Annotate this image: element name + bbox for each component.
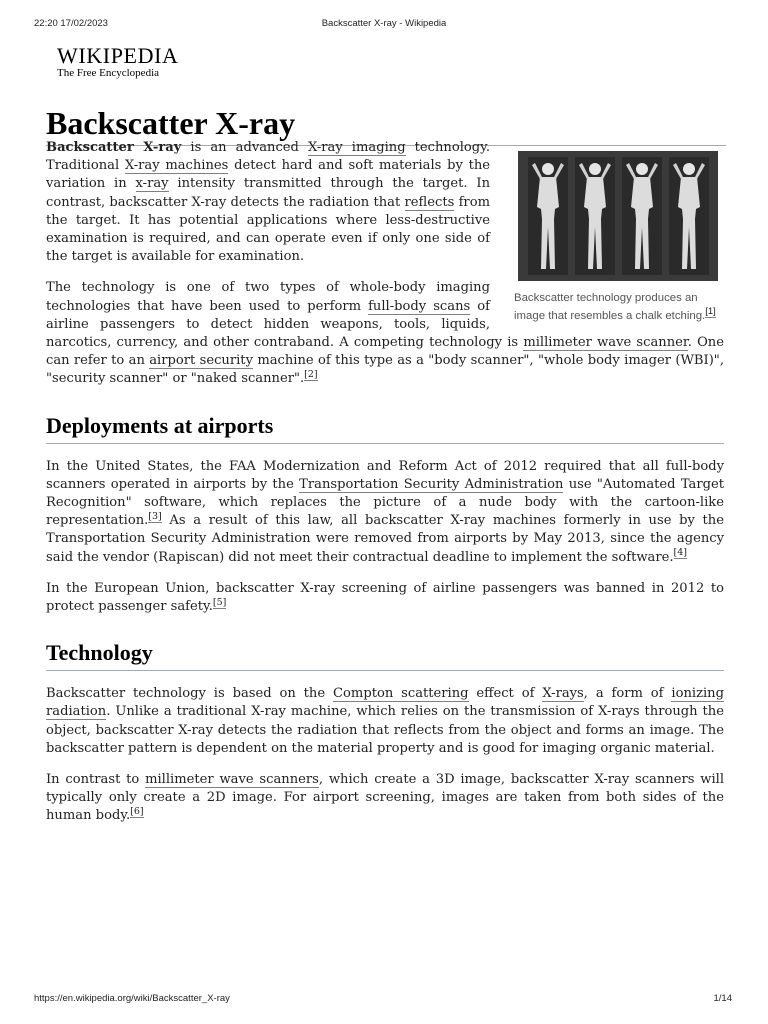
figure-caption bbox=[514, 289, 724, 325]
link-ionizing-radiation[interactable]: ionizing radiation bbox=[46, 686, 724, 720]
text: technology. Traditional bbox=[46, 140, 490, 174]
link-xrays[interactable]: X-rays bbox=[542, 686, 584, 702]
text: In contrast to bbox=[46, 772, 146, 788]
lead-term: Backscatter X-ray bbox=[46, 140, 182, 155]
body-scan-image[interactable] bbox=[518, 151, 718, 281]
page-title: Backscatter X-ray bbox=[46, 103, 726, 146]
scan-figure-4 bbox=[669, 157, 709, 275]
technology-paragraph-1 bbox=[46, 685, 724, 758]
link-millimeter-wave-scanner[interactable]: millimeter wave scanner bbox=[523, 335, 688, 351]
link-xray[interactable]: x-ray bbox=[135, 176, 169, 192]
link-millimeter-wave-scanners[interactable]: millimeter wave scanners bbox=[145, 772, 319, 788]
link-reflects[interactable]: reflects bbox=[404, 194, 455, 210]
citation-link[interactable]: [1] bbox=[705, 306, 716, 318]
link-compton-scattering[interactable]: Compton scattering bbox=[333, 686, 469, 702]
link-airport-security[interactable]: airport security bbox=[149, 353, 253, 369]
link-xray-machines[interactable]: X-ray machines bbox=[124, 158, 229, 174]
text: machine of this type as a "body scanner", "whole body imager (WBI)", "security scanner" or "naked scanner". bbox=[46, 353, 724, 387]
citation-link[interactable]: [2] bbox=[304, 369, 318, 381]
citation bbox=[705, 306, 716, 318]
scan-figure-1 bbox=[528, 157, 568, 275]
logo-wordmark: WIKIPEDIA bbox=[57, 43, 179, 68]
text: As a result of this law, all backscatter X-ray machines formerly in use by the Transportation Security Administration were removed from airports by May 2013, since the agency said the vendor (Rapiscan) did not meet their contractual deadline to implement the software. bbox=[46, 513, 724, 565]
print-page-title: Backscatter X-ray - Wikipedia bbox=[321, 18, 447, 29]
text: intensity transmitted through the target. In contrast, backscatter X-ray detects the radiation that bbox=[46, 176, 491, 210]
citation bbox=[213, 597, 226, 609]
caption-text: Backscatter technology produces an image that resembles a chalk etching. bbox=[514, 292, 706, 322]
print-url: https://en.wikipedia.org/wiki/Backscatter_X-ray bbox=[34, 993, 230, 1004]
text: , a form of bbox=[583, 686, 672, 702]
text: . One can refer to an bbox=[46, 335, 724, 369]
citation-link[interactable]: [3] bbox=[148, 510, 162, 522]
citation-link[interactable]: [5] bbox=[212, 596, 227, 608]
print-datetime: 22:20 17/02/2023 bbox=[34, 18, 108, 29]
link-full-body-scans[interactable]: full-body scans bbox=[368, 298, 471, 314]
text: of airline passengers to detect hidden weapons, tools, liquids, narcotics, currency, and other contraband. A competing technology is bbox=[46, 298, 524, 351]
citation bbox=[130, 806, 143, 818]
text: In the United States, the FAA Modernization and Reform Act of 2012 required that all full-body scanners operated in airports by the bbox=[46, 458, 724, 492]
print-page-number: 1/14 bbox=[713, 993, 732, 1004]
technology-paragraph-2 bbox=[46, 771, 724, 826]
deployments-paragraph-1 bbox=[46, 458, 724, 567]
scan-figure-3 bbox=[622, 157, 662, 275]
article-body bbox=[46, 139, 724, 839]
text: Backscatter technology is based on the bbox=[46, 686, 333, 702]
text: detect hard and soft materials by the variation in bbox=[46, 158, 491, 192]
section-heading-deployments: Deployments at airports bbox=[46, 413, 724, 444]
logo-tagline: The Free Encyclopedia bbox=[57, 67, 160, 79]
citation-link[interactable]: [4] bbox=[673, 547, 687, 559]
citation bbox=[304, 369, 317, 381]
citation bbox=[148, 511, 161, 523]
text: is an advanced bbox=[181, 140, 308, 155]
link-xray-imaging[interactable]: X-ray imaging bbox=[307, 140, 406, 155]
text: The technology is one of two types of whole-body imaging technologies that have been used to perform bbox=[46, 280, 490, 314]
text: effect of bbox=[468, 686, 543, 702]
citation bbox=[674, 547, 687, 559]
figure bbox=[514, 151, 724, 325]
text: , which create a 3D image, backscatter X-ray scanners will typically only create a 2D image. For airport screening, images are taken from both sides of the human body. bbox=[46, 772, 725, 824]
deployments-paragraph-2 bbox=[46, 580, 724, 616]
wikipedia-logo[interactable] bbox=[57, 44, 178, 79]
text: In the European Union, backscatter X-ray screening of airline passengers was banned in 2012 to protect passenger safety. bbox=[46, 580, 724, 615]
link-tsa[interactable]: Transportation Security Administration bbox=[299, 476, 564, 492]
citation-link[interactable]: [6] bbox=[130, 806, 144, 818]
section-heading-technology: Technology bbox=[46, 640, 724, 671]
text: from the target. It has potential applications where less-destructive examination is required, and can operate even if only one side of the target is available for examination. bbox=[46, 194, 490, 265]
text: use "Automated Target Recognition" software, which replaces the picture of a nude body with the cartoon-like representation. bbox=[46, 476, 725, 529]
text: . Unlike a traditional X-ray machine, which relies on the transmission of X-rays through the object, backscatter X-ray detects the radiation that reflects from the object and forms an image. The backscatter pattern is dependent on the material property and is good for imaging organic material. bbox=[46, 704, 724, 756]
scan-figure-2 bbox=[575, 157, 615, 275]
